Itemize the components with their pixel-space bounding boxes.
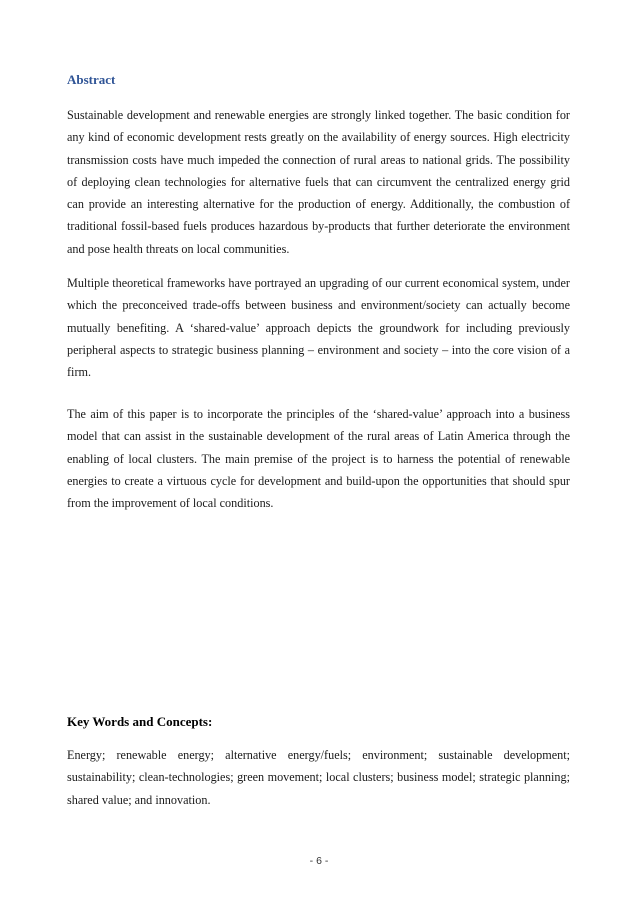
abstract-paragraph-2: Multiple theoretical frameworks have portrayed an upgrading of our current economical system, under which the preconceived trade-offs between business and environment/society can actually become mutually benefiting. A ‘shared-value’ approach depicts the groundwork for including previously peripheral aspects to strategic business planning – environment and society – into the core vision of a firm.: [67, 276, 570, 380]
keywords-paragraph: Energy; renewable energy; alternative energy/fuels; environment; sustainable development; sustainability; clean-technologies; green movement; local clusters; business model; strategic planning; shared value; and innovation.: [67, 748, 570, 807]
page-number: - 6 -: [309, 855, 329, 867]
keywords-heading: Key Words and Concepts:: [67, 714, 213, 729]
abstract-paragraph-3: The aim of this paper is to incorporate the principles of the ‘shared-value’ approach into a business model that can assist in the sustainable development of the rural areas of Latin America through the enabling of local clusters. The main premise of the project is to harness the potential of renewable energies to create a virtuous cycle for development and build-upon the opportunities that should spur from the improvement of local conditions.: [67, 407, 570, 511]
abstract-heading: Abstract: [67, 72, 116, 87]
abstract-paragraph-1: Sustainable development and renewable energies are strongly linked together. The basic condition for any kind of economic development rests greatly on the availability of energy sources. High electricity transmission costs have much impeded the connection of rural areas to national grids. The possibility of deploying clean technologies for alternative fuels that can circumvent the centralized energy grid can provide an interesting alternative for the production of energy. Additionally, the combustion of traditional fossil-based fuels produces hazardous by-products that further deteriorate the environment and pose health threats on local communities.: [67, 108, 570, 256]
